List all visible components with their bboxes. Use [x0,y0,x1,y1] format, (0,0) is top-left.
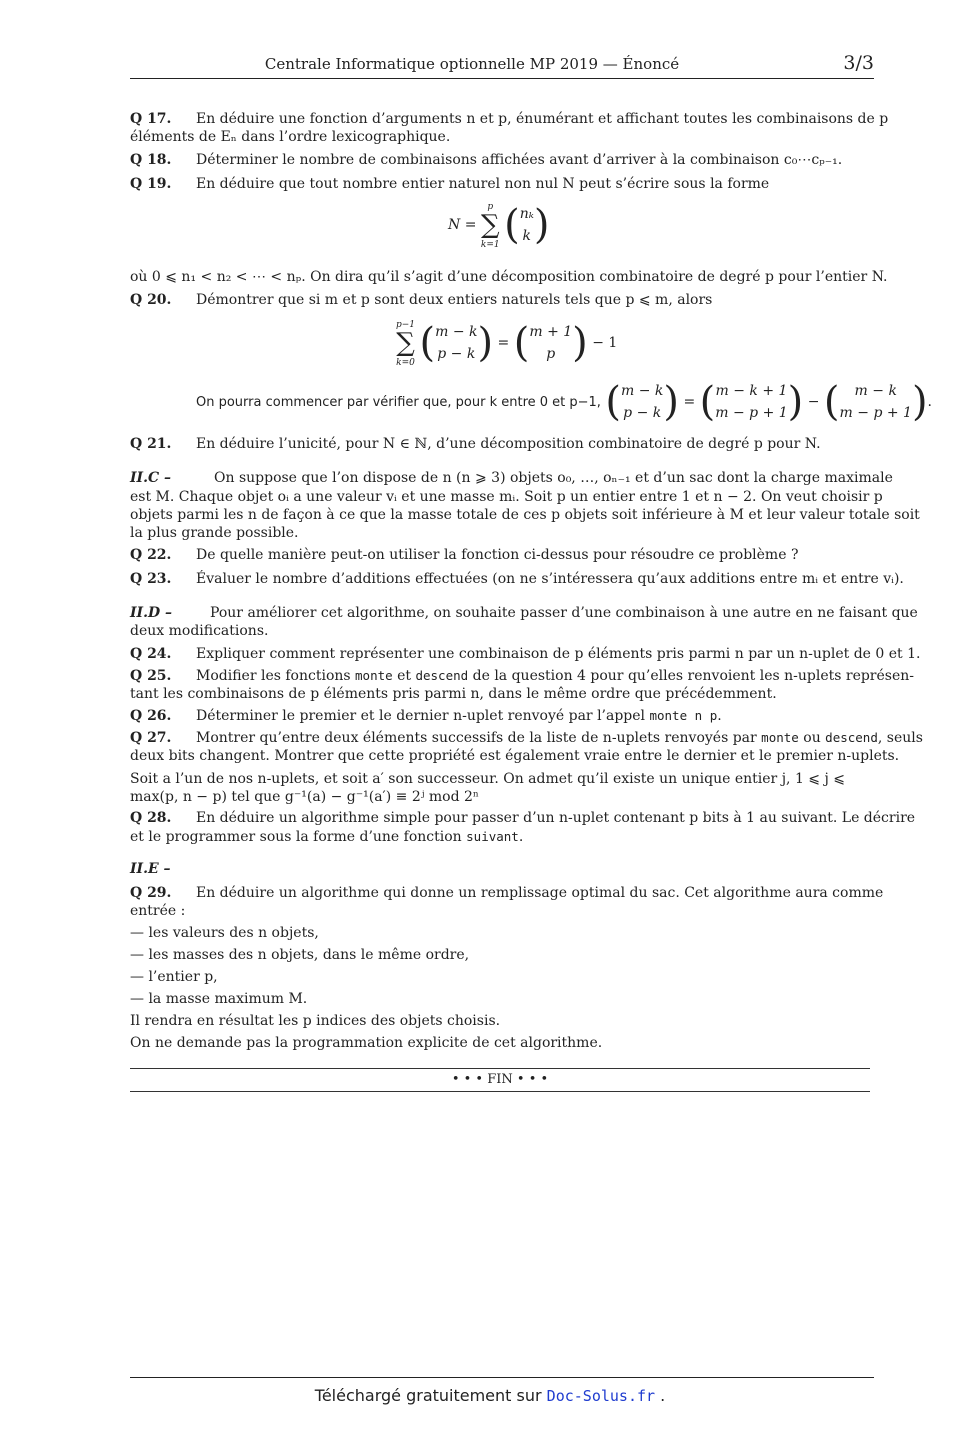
q29-line3: Il rendra en résultat les p indices des objets choisis. [130,1013,501,1029]
q17-line2: éléments de Eₙ dans l’ordre lexicographique. [130,129,451,145]
q28-line2-post: . [518,829,524,845]
q20-hint: On pourra commencer par vérifier que, pour k entre 0 et p−1, (m − k p − k) = (m − k + 1 m − p + 1) − ( m − k m − p + 1). [196,379,932,425]
q27-line2: deux bits changent. Montrer que cette propriété est également vraie entre le dernier et le premier n-uplets. [130,748,900,764]
q19-text: En déduire que tout nombre entier naturel non nul N peut s’écrire sous la forme [196,176,770,192]
binom-top: m − k + 1 [715,383,788,399]
sum-top: p−1 [396,320,416,330]
q26-label: Q 26. [130,708,172,724]
secC-line3: objets parmi les n de façon à ce que la masse totale de ces p objets soit inférieure à M et leur valeur totale soit [130,507,920,523]
binom-bottom: m − p + 1 [715,405,788,421]
sum-symbol: p−1 ∑ k=0 [396,320,416,368]
q17-label: Q 17. [130,111,172,127]
binomial [435,321,477,365]
q28-line2-pre: et le programmer sous la forme d’une fonction [130,829,467,845]
q29-line2: entrée : [130,903,186,919]
q25-line1 [130,667,914,685]
header-title: Centrale Informatique optionnelle MP 2019 — Énoncé [264,55,680,73]
secD-line1 [130,604,918,622]
code-descend: descend [825,730,878,745]
q26-pre: Déterminer le premier et le dernier n-uplet renvoyé par l’appel [196,708,650,724]
binom-top: m + 1 [529,324,573,340]
q28-label: Q 28. [130,810,172,826]
q22 [130,546,798,564]
q17-text: En déduire une fonction d’arguments n et p, énumérant et affichant toutes les combinaisons de p [196,111,889,127]
binom-bottom: k [522,228,531,244]
binom-bottom: p − k [437,346,476,362]
secC-line2: est M. Chaque objet oᵢ a une valeur vᵢ et une masse mᵢ. Soit p un entier entre 1 et n − 2. On veut choisir p [130,489,883,505]
q18-label: Q 18. [130,152,172,168]
footer-prefix: Téléchargé gratuitement sur [314,1386,547,1405]
list-item: — les masses des n objets, dans le même ordre, [130,947,470,963]
q22-label: Q 22. [130,547,172,563]
q23-text: Évaluer le nombre d’additions effectuées (on ne s’intéressera qu’aux additions entre mᵢ et entre vᵢ). [196,571,904,587]
secC-label: II.C – [130,470,171,486]
footer-rule [130,1377,874,1378]
code-descend: descend [415,668,469,683]
q24 [130,645,920,663]
q25-line2: tant les combinaisons de p éléments pris parmi n, dans le même ordre que précédemment. [130,686,777,702]
q27-pre: Montrer qu’entre deux éléments successifs de la liste de n-uplets renvoyés par [196,730,762,746]
page-number: 3/3 [843,52,874,74]
binom-top: nₖ [519,206,534,222]
q27-line1 [130,729,923,747]
secD-label: II.D – [130,605,172,621]
code-monte: monte [355,668,393,683]
q27-mid: ou [798,730,826,746]
page-header [130,52,874,79]
q21-text: En déduire l’unicité, pour N ∈ ℕ, d’une décomposition combinatoire de degré p pour N. [196,436,821,452]
binomial [621,380,663,424]
code-suivant: suivant [466,829,519,844]
list-item: — les valeurs des n objets, [130,925,319,941]
secE-label: II.E – [130,861,171,877]
q18 [130,151,842,169]
binomial [715,380,787,424]
q23 [130,570,904,588]
q26-post: . [717,708,722,724]
q18-text: Déterminer le nombre de combinaisons affichées avant d’arriver à la combinaison c₀⋯cₚ₋₁. [196,152,843,168]
footer [0,1386,980,1405]
footer-suffix: . [655,1386,666,1405]
q20 [130,291,712,309]
binomial [840,380,912,424]
q17-line1 [130,110,888,128]
q29-line4: On ne demande pas la programmation explicite de cet algorithme. [130,1035,603,1051]
q24-text: Expliquer comment représenter une combinaison de p éléments pris parmi n par un n-uplet de 0 et 1. [196,646,921,662]
binom-bottom: p [546,346,556,362]
q27-post: , seuls [877,730,923,746]
q25-mid: et [392,668,416,684]
q29-line1 [130,884,883,902]
q19-label: Q 19. [130,176,172,192]
binomial [520,203,534,247]
q19 [130,175,769,193]
q23-label: Q 23. [130,571,172,587]
secC-line1 [130,469,893,487]
q25-post: de la question 4 pour qu’elles renvoient les n-uplets représen- [468,668,915,684]
q21-label: Q 21. [130,436,172,452]
binomial [529,321,572,365]
q28-line1 [130,809,915,827]
binom-top: m − k [435,324,478,340]
binom-top: m − k [854,383,897,399]
sum-bottom: k=0 [396,358,415,368]
q24-label: Q 24. [130,646,172,662]
q28-line2 [130,828,523,846]
code-monte-n-p: monte n p [649,708,718,723]
q21 [130,435,821,453]
q27-line3: Soit a l’un de nos n-uplets, et soit a′ son successeur. On admet qu’il existe un unique entier j, 1 ⩽ j ⩽ [130,771,846,787]
secD-line2: deux modifications. [130,623,269,639]
secC-text: On suppose que l’on dispose de n (n ⩾ 3) objets o₀, …, oₙ₋₁ et d’un sac dont la charge maximale [214,470,893,486]
q19-after: où 0 ⩽ n₁ < n₂ < ⋯ < nₚ. On dira qu’il s’agit d’une décomposition combinatoire de degré p pour l’entier N. [130,269,888,285]
list-item: — l’entier p, [130,969,218,985]
q25-pre: Modifier les fonctions [196,668,356,684]
binom-bottom: m − p + 1 [839,405,912,421]
secC-line4: la plus grande possible. [130,525,299,541]
hint-text: On pourra commencer par vérifier que, pour k entre 0 et p−1, [196,395,601,410]
q26 [130,707,722,725]
q28-text: En déduire un algorithme simple pour passer d’un n-uplet contenant p bits à 1 au suivant. Le décrire [196,810,916,826]
q29-label: Q 29. [130,885,172,901]
binom-bottom: p − k [623,405,662,421]
q27-line4: max(p, n − p) tel que g⁻¹(a) − g⁻¹(a′) ≡ 2ʲ mod 2ⁿ [130,789,479,805]
q20-label: Q 20. [130,292,172,308]
list-item: — la masse maximum M. [130,991,308,1007]
q27-label: Q 27. [130,730,172,746]
code-monte: monte [761,730,799,745]
q25-label: Q 25. [130,668,172,684]
q20-formula: p−1 ∑ k=0 (m − k p − k) = (m + 1 p ) − 1 [396,320,618,368]
doc-solus-link[interactable]: Doc-Solus.fr [546,1387,656,1405]
fin-marker: • • • FIN • • • [130,1068,870,1092]
q19-formula: N = p ∑ k=1 (nₖ k) [448,202,550,250]
secD-text: Pour améliorer cet algorithme, on souhaite passer d’une combinaison à une autre en ne faisant que [210,605,918,621]
q19-formula-lhs: N = [448,217,477,233]
q29-text: En déduire un algorithme qui donne un remplissage optimal du sac. Cet algorithme aura comme [196,885,884,901]
sum-symbol: p ∑ k=1 [480,202,500,250]
binom-top: m − k [621,383,664,399]
q20-text: Démontrer que si m et p sont deux entiers naturels tels que p ⩽ m, alors [196,292,713,308]
sum-top: p [487,202,494,212]
sum-bottom: k=1 [480,240,500,250]
q22-text: De quelle manière peut-on utiliser la fonction ci-dessus pour résoudre ce problème ? [196,547,799,563]
formula-tail: − 1 [592,335,618,351]
